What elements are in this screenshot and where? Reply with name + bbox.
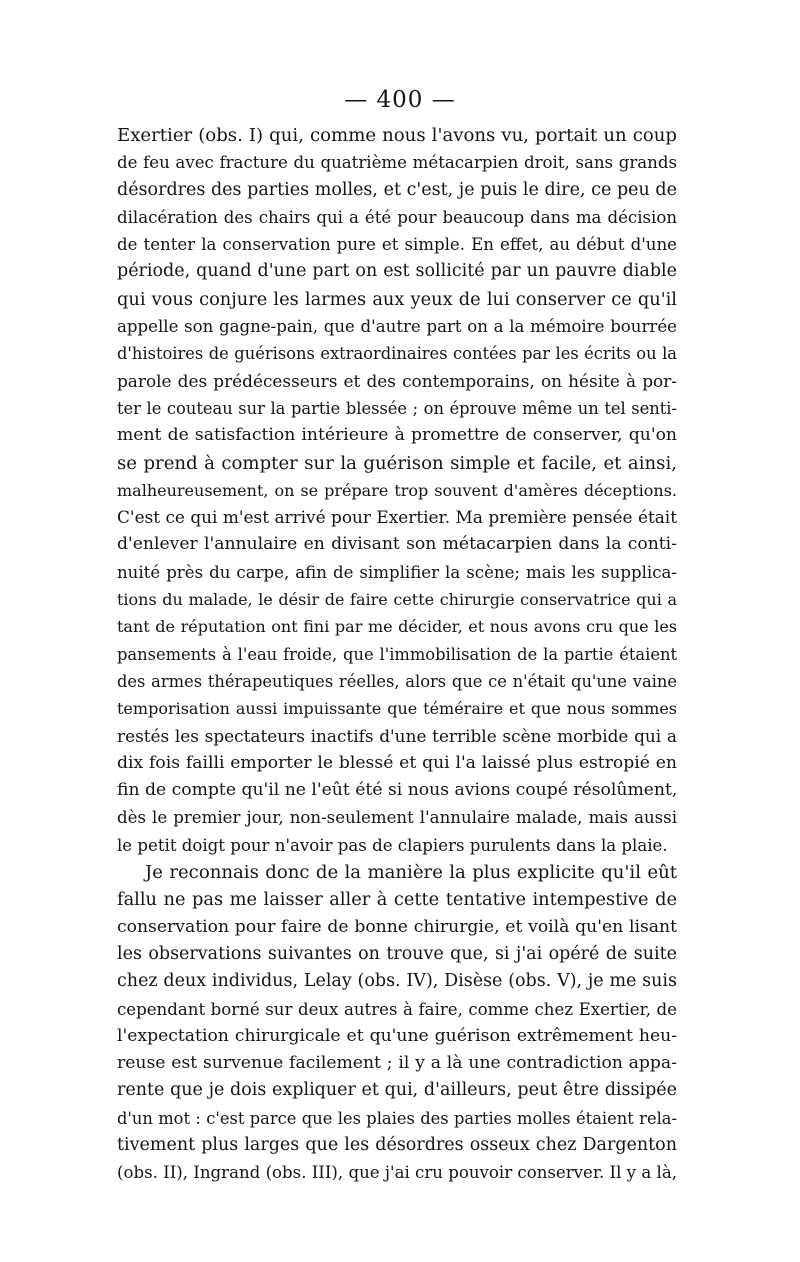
text-line: tivement plus larges que les désordres osseux chez Dargenton — [117, 1134, 677, 1155]
text-line: d'enlever l'annulaire en divisant son métacarpien dans la conti- — [117, 534, 677, 555]
text-line: fallu ne pas me laisser aller à cette tentative intempestive de — [117, 889, 677, 911]
text-line: tant de réputation ont fini par me décider, et nous avons cru que les — [117, 617, 677, 637]
text-line: se prend à compter sur la guérison simple et facile, et ainsi, — [117, 452, 677, 474]
page-number: — 400 — — [344, 87, 456, 113]
text-line: tions du malade, le désir de faire cette chirurgie conservatrice qui a — [117, 590, 677, 610]
text-line: dilacération des chairs qui a été pour beaucoup dans ma décision — [117, 207, 677, 227]
text-line: d'un mot : c'est parce que les plaies des parties molles étaient rela- — [117, 1108, 677, 1128]
text-line: de tenter la conservation pure et simple. En effet, au début d'une — [117, 235, 677, 255]
text-line: cependant borné sur deux autres à faire, comme chez Exertier, de — [117, 999, 677, 1019]
text-line: qui vous conjure les larmes aux yeux de lui conserver ce qu'il — [117, 288, 677, 310]
text-line: parole des prédécesseurs et des contemporains, on hésite à por- — [117, 370, 677, 391]
text-line: dix fois failli emporter le blessé et qui l'a laissé plus estropié en — [117, 752, 677, 773]
text-line: C'est ce qui m'est arrivé pour Exertier. Ma première pensée était — [117, 507, 677, 528]
text-line: désordres des parties molles, et c'est, je puis le dire, ce peu de — [117, 179, 677, 200]
text-line: le petit doigt pour n'avoir pas de clapiers purulents dans la plaie. — [117, 835, 668, 855]
text-line: les observations suivantes on trouve que, si j'ai opéré de suite — [117, 943, 677, 964]
text-line: chez deux individus, Lelay (obs. IV), Disèse (obs. V), je me suis — [117, 971, 677, 992]
text-line: ter le couteau sur la partie blessée ; on éprouve même un tel senti- — [117, 398, 677, 418]
text-line: malheureusement, on se prépare trop souvent d'amères déceptions. — [117, 480, 677, 500]
text-line: nuité près du carpe, afin de simplifier la scène; mais les supplica- — [117, 562, 677, 582]
text-line: Je reconnais donc de la manière la plus explicite qu'il eût — [145, 862, 677, 884]
text-line: (obs. II), Ingrand (obs. III), que j'ai cru pouvoir conserver. Il y a là, — [117, 1163, 677, 1183]
text-line: l'expectation chirurgicale et qu'une guérison extrêmement heu- — [117, 1025, 677, 1046]
text-line: restés les spectateurs inactifs d'une terrible scène morbide qui a — [117, 725, 677, 746]
text-line: des armes thérapeutiques réelles, alors que ce n'était qu'une vaine — [117, 671, 677, 691]
text-line: de feu avec fracture du quatrième métacarpien droit, sans grands — [117, 153, 677, 173]
body-text — [117, 122, 677, 1187]
text-line: ment de satisfaction intérieure à promettre de conserver, qu'on — [117, 425, 677, 446]
text-line: reuse est survenue facilement ; il y a là une contradiction appa- — [117, 1053, 677, 1074]
text-line: pansements à l'eau froide, que l'immobilisation de la partie étaient — [117, 644, 677, 664]
text-line: dès le premier jour, non-seulement l'annulaire malade, mais aussi — [117, 808, 677, 828]
text-line: fin de compte qu'il ne l'eût été si nous avions coupé résolûment, — [117, 780, 678, 801]
text-line: appelle son gagne-pain, que d'autre part on a la mémoire bourrée — [117, 317, 677, 337]
text-line: d'histoires de guérisons extraordinaires contées par les écrits ou la — [117, 344, 677, 364]
text-line: Exertier (obs. I) qui, comme nous l'avons vu, portait un coup — [117, 125, 677, 146]
text-line: temporisation aussi impuissante que téméraire et que nous sommes — [117, 699, 677, 719]
text-line: conservation pour faire de bonne chirurgie, et voilà qu'en lisant — [117, 916, 677, 937]
text-line: période, quand d'une part on est sollicité par un pauvre diable — [117, 261, 677, 282]
text-line: rente que je dois expliquer et qui, d'ailleurs, peut être dissipée — [117, 1080, 677, 1101]
